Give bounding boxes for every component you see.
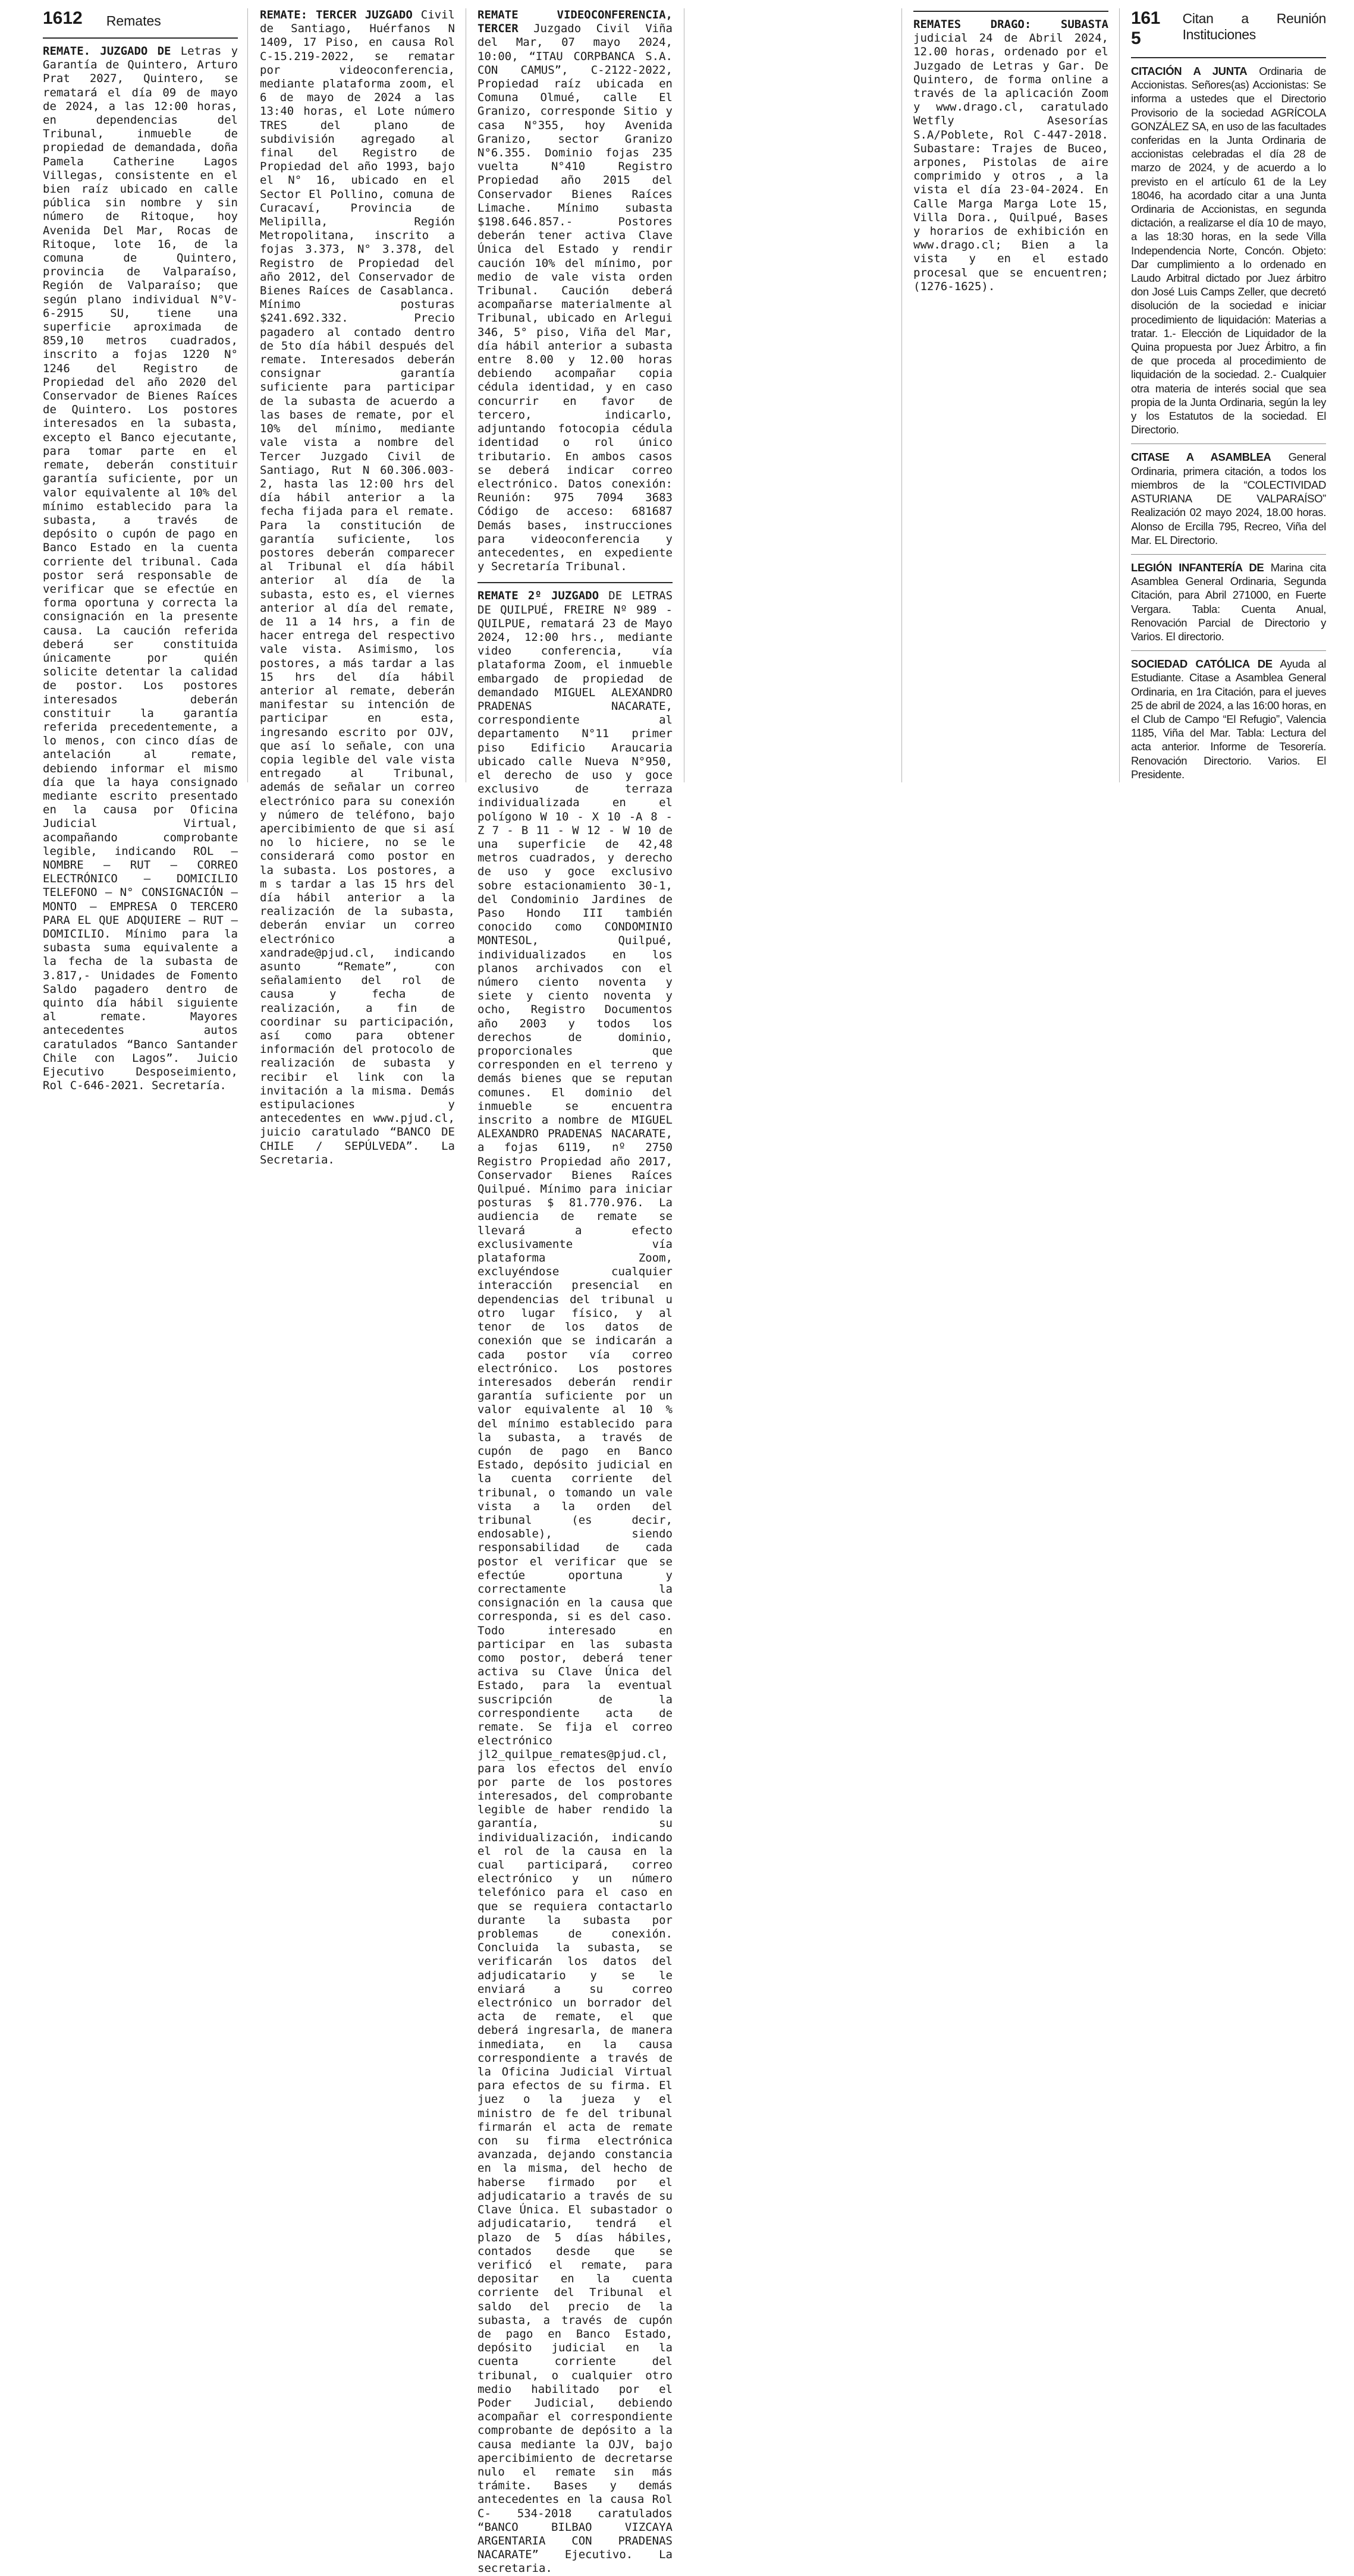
notice-remate-video bbox=[477, 8, 673, 574]
column-rule bbox=[1119, 8, 1120, 782]
notice-divider bbox=[1131, 554, 1326, 555]
section-number: 1615 bbox=[1131, 8, 1161, 48]
notice-lead: REMATE VIDEOCONFERENCIA, TERCER bbox=[477, 8, 673, 36]
notice-body: judicial 24 de Abril 2024, 12.00 horas, ordenado por el Juzgado de Letras y Gar. De Quintero, de forma online a través de la aplicación Zoom y www.drago.cl, caratulado Wetfly Asesorías S.A/Poblete, Rol C-447-2018. Subastare: Trajes de Buceo, arpones, Pistolas de aire comprimido y otros , a la vista el día 23-04-2024. En Calle Marga Marga Lote 15, Villa Dora., Quilpué, Bases y horarios de exhibición en www.drago.cl; Bien a la vista y en el estado procesal que se encuentren; (1276-1625). bbox=[913, 32, 1108, 293]
section-header-citan bbox=[1131, 8, 1326, 49]
section-number: 1612 bbox=[43, 8, 83, 28]
notice-continuation bbox=[696, 8, 891, 22]
section-divider bbox=[43, 37, 238, 39]
notice-body: Civil de Santiago, Huérfanos N 1409, 17 Piso, en causa Rol C-15.219-2022, se rematar por videoconferencia, mediante plataforma zoom, el 6 de mayo de 2024 a las 13:40 horas, el Lote número TRES del plano de subdivisión agregado al final del Registro de Propiedad del año 1993, bajo el N° 16, ubicado en el Sector El Pollino, comuna de Curacaví, Provincia de Melipilla, Región Metropolitana, inscrito a fojas 3.373, N° 3.378, del Registro de Propiedad del año 2012, del Conservador de Bienes Raíces de Casablanca. Mínimo posturas $241.692.332. Precio pagadero al contado dentro de 5to día hábil después del remate. Interesados deberán consignar garantía suficiente para participar de la subasta de acuerdo a las bases de remate, por el 10% del mínimo, mediante vale vista a nombre del Tercer Juzgado Civil de Santiago, Rut N 60.306.003-2, hasta las 12:00 hrs del día hábil anterior a la fecha fijada para el remate. Para la constitución de garantía suficiente, los postores deberán comparecer al Tribunal el día hábil anterior al día de la subasta, esto es, el viernes anterior al día del remate, de 11 a 14 hrs, a fin de hacer entrega del respectivo vale vista. Asimismo, los postores, a más tardar a las 15 hrs del día hábil anterior al remate, deberán manifestar su intención de participar en esta, ingresando escrito por OJV, que así lo señale, con una copia legible del vale vista entregado al Tribunal, además de señalar un correo electrónico para su conexión y número de teléfono, bajo apercibimiento de que si así no lo hiciere, no se le considerará como postor en la subasta. Los postores, a m s tardar a las 15 hrs del día hábil anterior a la realización de la subasta, deberán enviar un correo electrónico a xandrade@pjud.cl, indicando asunto “Remate”, con señalamiento del rol de causa y fecha de realización, a fin de coordinar su participación, así como para obtener información del protocolo de realización de subasta y recibir el link con la invitación a la misma. Demás estipulaciones y antecedentes en www.pjud.cl, juicio caratulado “BANCO DE CHILE / SEPÚLVEDA”. La Secretaria. bbox=[260, 8, 455, 1166]
column-6 bbox=[1131, 8, 1326, 781]
notice-remates-drago bbox=[913, 18, 1108, 294]
notice-body: Letras y Garantía de Quintero, Arturo Prat 2027, Quintero, se rematará el día 09 de mayo de 2024, a las 12:00 horas, en dependencias del Tribunal, inmueble de propiedad de demandada, doña Pamela Catherine Lagos Villegas, consistente en el bien raíz ubicado en calle pública sin nombre y sin número de Ritoque, hoy Avenida Del Mar, Rocas de Ritoque, lote 16, de la comuna de Quintero, provincia de Valparaíso, Región de Valparaíso; que según plano individual N°V-6-2915 SU, tiene una superficie aproximada de 859,10 metros cuadrados, inscrito a fojas 1220 N° 1246 del Registro de Propiedad del año 2020 del Conservador de Bienes Raíces de Quintero. Los postores interesados en la subasta, excepto el Banco ejecutante, para tomar parte en el remate, deberán constituir garantía suficiente, por un valor equivalente al 10% del mínimo establecido para la subasta, a través de depósito o cupón de pago en Banco Estado en la cuenta corriente del tribunal. Cada postor será responsable de verificar que se efectúe en forma oportuna y correcta la consignación en la presente causa. La caución referida deberá ser constituida únicamente por quién solicite detentar la calidad de postor. Los postores interesados deberán constituir la garantía referida precedentemente, a lo menos, con cinco días de antelación al remate, debiendo informar el mismo día que la haya consignado mediante escrito presentado en la causa por Oficina Judicial Virtual, acompañando comprobante legible, indicando ROL – NOMBRE – RUT – CORREO ELECTRÓNICO – DOMICILIO TELEFONO – N° CONSIGNACIÓN – MONTO – EMPRESA O TERCERO PARA EL QUE ADQUIERE – RUT – DOMICILIO. Mínimo para la subasta suma equivalente a la fecha de la subasta de 3.817,- Unidades de Fomento Saldo pagadero dentro de quinto día hábil siguiente al remate. Mayores antecedentes autos caratulados “Banco Santander Chile con Lagos”. Juicio Ejecutivo Desposeimiento, Rol C-646-2021. Secretaría. bbox=[43, 45, 238, 1093]
notice-citase-asamblea bbox=[1131, 450, 1326, 546]
notice-body: DE LETRAS DE QUILPUÉ, FREIRE Nº 989 -QUILPUE, rematará 23 de Mayo 2024, 12:00 hrs., mediante video conferencia, vía plataforma Zoom, el inmueble embargado de propiedad de demandado MIGUEL ALEXANDRO PRADENAS NACARATE, correspondiente al departamento N°11 primer piso Edificio Araucaria ubicado calle Nueva N°950, el derecho de uso y goce exclusivo de terraza individualizada en el polígono W 10 - X 10 -A 8 - Z 7 - B 11 - W 12 - W 10 de una superficie de 42,48 metros cuadrados, y derecho de uso y goce exclusivo sobre estacionamiento 30-1, del Condominio Jardines de Paso Hondo III también conocido como CONDOMINIO MONTESOL, Quilpué, individualizados en los planos archivados con el número ciento noventa y siete y ciento noventa y ocho, Registro Documentos año 2003 y todos los derechos de dominio, proporcionales que corresponden en el terreno y demás bienes que se reputan comunes. El dominio del inmueble se encuentra inscrito a nombre de MIGUEL ALEXANDRO PRADENAS NACARATE, a fojas 6119, nº 2750 Registro Propiedad año 2017, Conservador Bienes Raíces Quilpué. Mínimo para iniciar posturas $ 81.770.976. La audiencia de remate se llevará a efecto exclusivamente vía plataforma Zoom, excluyéndose cualquier interacción presencial en dependencias del tribunal u otro lugar físico, y al tenor de los datos de conexión que se indicarán a cada postor vía correo electrónico. Los postores interesados deberán rendir garantía suficiente por un valor equivalente al 10 % del mínimo establecido para la subasta, a través de cupón de pago en Banco Estado, depósito judicial en la cuenta corriente del tribunal, o tomando un vale vista a la orden del tribunal (es decir, endosable), siendo responsabilidad de cada postor el verificar que se efectúe oportuna y correctamente la consignación en la causa que corresponda, si es del caso. Todo interesado en participar en las subasta como postor, deberá tener activa su Clave Única del Estado, para la eventual suscripción de la correspondiente acta de remate. Se fija el correo electrónico jl2_quilpue_remates@pjud.cl, para los efectos del envío por parte de los postores interesados, del comprobante legible de haber rendido la garantía, su individualización, indicando el rol de la causa en la cual participará, correo electrónico y un número telefónico para el caso en que se requiera contactarlo durante la subasta por problemas de conexión. Concluida la subasta, se verificarán los datos del adjudicatario y se le enviará a su correo electrónico un borrador del acta de remate, el que deberá ingresarla, de manera inmediata, en la causa correspondiente a través de la Oficina Judicial Virtual para efectos de su firma. El juez o la jueza y el ministro de fe del tribunal firmarán el acta de remate con su firma electrónica avanzada, dejando constancia en la misma, del hecho de haberse firmado por el adjudicatario a través de su Clave Única. El subastador o adjudicatario, tendrá el plazo de 5 días hábiles, contados desde que se verificó el remate, para depositar en la cuenta corriente del Tribunal el saldo del precio de la subasta, a través de cupón de pago en Banco Estado, depósito judicial en la cuenta corriente del tribunal, o cualquier otro medio habilitado por el Poder Judicial, debiendo acompañar el correspondiente comprobante de depósito a la causa mediante la OJV, bajo apercibimiento de decretarse nulo el remate sin más trámite. Bases y demás antecedentes en la causa Rol C- 534-2018 caratulados “BANCO BILBAO VIZCAYA ARGENTARIA CON PRADENAS NACARATE” Ejecutivo. La secretaria. bbox=[477, 589, 673, 2575]
notice-lead: REMATE: TERCER JUZGADO bbox=[260, 8, 413, 21]
section-divider bbox=[1131, 57, 1326, 58]
notice-lead: CITASE A ASAMBLEA bbox=[1131, 451, 1271, 464]
section-header-remates bbox=[43, 8, 238, 29]
notice-body: Ayuda al Estudiante. Citase a Asamblea General Ordinaria, en 1ra Citación, para el jueves 25 de abril de 2024, a las 16:00 horas, en el Club de Campo “El Refugio”, Valencia 1185, Viña del Mar. Tabla: Lectura del acta anterior. Informe de Tesorería. Renovación Directorio. Varios. El Presidente. bbox=[1131, 658, 1326, 781]
notice-lead: SOCIEDAD CATÓLICA DE bbox=[1131, 658, 1273, 671]
column-rule bbox=[247, 8, 248, 782]
column-3 bbox=[477, 8, 673, 2575]
notice-divider bbox=[1131, 650, 1326, 651]
notice-body: Juzgado Civil Viña del Mar, 07 mayo 2024, 10:00, “ITAU CORPBANCA S.A. CON CAMUS”, C-2122-2022, Propiedad raíz ubicada en Comuna Olmué, calle El Granizo, corresponde Sitio y casa N°355, hoy Avenida Granizo, sector Granizo N°6.355. Dominio fojas 235 vuelta N°410 Registro Propiedad año 2015 del Conservador Bienes Raíces Limache. Mínimo subasta $198.646.857.- Postores deberán tener activa Clave Única del Estado y rendir caución 10% del mínimo, por medio de vale vista orden Tribunal. Caución deberá acompañarse materialmente al Tribunal, ubicado en Arlegui 346, 5° piso, Viña del Mar, día hábil anterior a subasta entre 8.00 y 12.00 horas debiendo acompañar copia cédula identidad, y en caso concurrir en favor de tercero, indicarlo, adjuntando fotocopia cédula identidad o rol único tributario. En ambos casos se deberá indicar correo electrónico. Datos conexión: Reunión: 975 7094 3683 Código de acceso: 681687 Demás bases, instrucciones para videoconferencia y antecedentes, en expediente y Secretaría Tribunal. bbox=[477, 22, 673, 574]
notice-divider bbox=[477, 582, 673, 583]
notice-citacion-junta bbox=[1131, 64, 1326, 436]
notice-lead: LEGIÓN INFANTERÍA DE bbox=[1131, 561, 1264, 574]
notice-lead: REMATE. JUZGADO DE bbox=[43, 45, 171, 58]
notice-lead: REMATE 2º JUZGADO bbox=[477, 589, 599, 603]
column-rule bbox=[901, 8, 902, 782]
notice-legion-infanteria bbox=[1131, 561, 1326, 643]
notice-remate-tercer bbox=[260, 8, 455, 1167]
notice-divider bbox=[913, 11, 1108, 12]
notice-remate-quintero bbox=[43, 45, 238, 1093]
section-title: Remates bbox=[106, 13, 161, 29]
notice-sociedad-catolica bbox=[1131, 657, 1326, 781]
notice-body: Marina cita Asamblea General Ordinaria, Segunda Citación, para Abril 271000, en Fuerte Vergara. Tabla: Cuenta Anual, Renovación Parcial de Directorio y Varios. El directorio. bbox=[1131, 561, 1327, 643]
column-4 bbox=[696, 8, 891, 781]
notice-lead: REMATES DRAGO: SUBASTA bbox=[913, 18, 1108, 31]
notice-body: General Ordinaria, primera citación, a todos los miembros de la “COLECTIVIDAD ASTURIANA DE VALPARAÍSO” Realización 02 mayo 2024, 18.00 horas. Alonso de Ercilla 795, Recreo, Viña del Mar. EL Directorio. bbox=[1131, 451, 1327, 546]
notice-lead: CITACIÓN A JUNTA bbox=[1131, 65, 1248, 77]
column-5 bbox=[913, 8, 1108, 781]
notice-remate-quilpue bbox=[477, 589, 673, 2575]
section-title: Citan a Reunión Instituciones bbox=[1182, 11, 1326, 42]
column-2 bbox=[260, 8, 455, 1166]
column-1 bbox=[43, 8, 238, 1093]
notice-body: Ordinaria de Accionistas. Señores(as) Accionistas: Se informa a ustedes que el Directorio Provisorio de la sociedad AGRÍCOLA GONZÁLEZ SA, en uso de las facultades conferidas en la Junta Ordinaria de accionistas celebradas el día 28 de marzo de 2024, y de acuerdo a lo previsto en el artículo 61 de la Ley 18046, ha acordado citar a una Junta Ordinaria de Accionistas, en segunda dictación, a realizarse el día 10 de mayo, a las 18:30 horas, en la sede Villa Independencia Norte, Concón. Objeto: Dar cumplimiento a lo ordenado en Laudo Arbitral dictado por Juez árbitro don José Luis Camps Zeller, que decretó disolución de la sociedad e iniciar procedimiento de liquidación: Materias a tratar. 1.- Elección de Liquidador de la Quina propuesta por Juez Árbitro, a fin de que proceda al procedimiento de liquidación de la sociedad. 2.- Cualquier otra materia de interés social que sea propia de la Junta Ordinaria, según la ley y los Estatutos de la sociedad. El Directorio. bbox=[1131, 65, 1326, 436]
